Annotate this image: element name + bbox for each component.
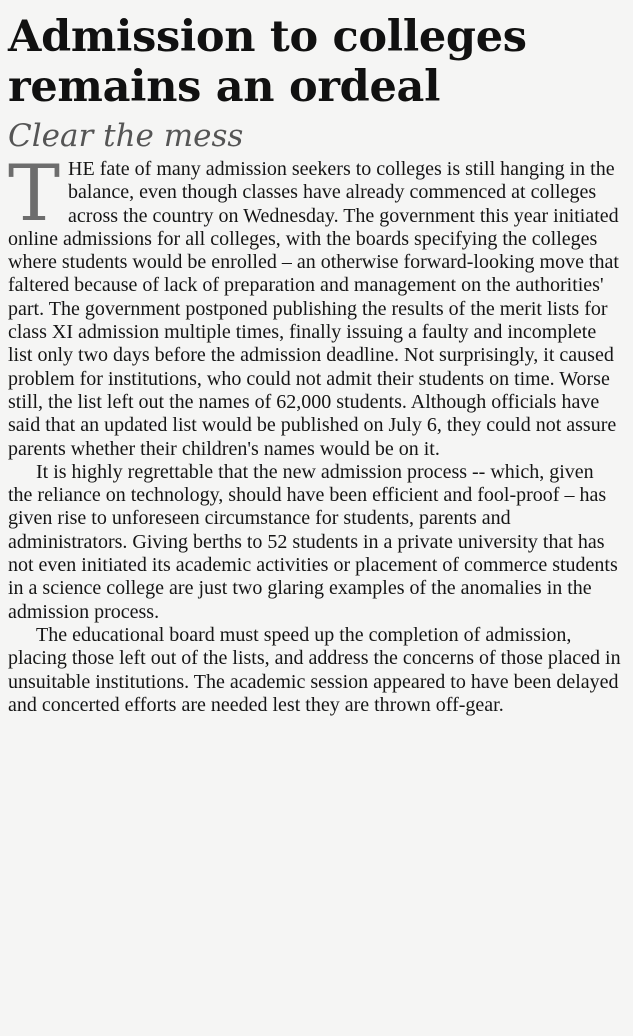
headline-line-2: remains an ordeal — [8, 62, 441, 112]
kicker: Clear the mess — [8, 118, 244, 154]
paragraph-1-text: HE fate of many admission seekers to colleges is still hanging in the balance, even though classes have already commenced at colleges across the country on Wednesday. The government this year initiated online admissions for all colleges, with the boards specifying the colleges where students would be enrolled – an otherwise forward-looking move that faltered because of lack of preparation and management on the authorities' part. The government postponed publishing the results of the merit lists for class XI admission multiple times, finally issuing a faulty and incomplete list only two days before the admission deadline. Not surprisingly, it caused problem for institutions, who could not admit their students on time. Worse still, the list left out the names of 62,000 students. Although officials have said that an updated list would be published on July 6, they could not assure parents whether their children's names would be on it. — [8, 158, 619, 460]
headline-line-1: Admission to colleges — [8, 12, 527, 62]
headline — [8, 12, 623, 112]
drop-cap: T — [8, 149, 61, 239]
paragraph-1 — [8, 149, 623, 461]
article-body — [8, 149, 623, 717]
paragraph-3: The educational board must speed up the completion of admission, placing those left out of the lists, and address the concerns of those placed in unsuitable institutions. The academic session appeared to have been delayed and concerted efforts are needed lest they are thrown off-gear. — [8, 623, 621, 716]
paragraph-2: It is highly regrettable that the new admission process -- which, given the reliance on technology, should have been efficient and fool-proof – has given rise to unforeseen circumstance for students, parents and administrators. Giving berths to 52 students in a private university that has not even initiated its academic activities or placement of commerce students in a science college are just two glaring examples of the anomalies in the admission process. — [8, 460, 618, 623]
